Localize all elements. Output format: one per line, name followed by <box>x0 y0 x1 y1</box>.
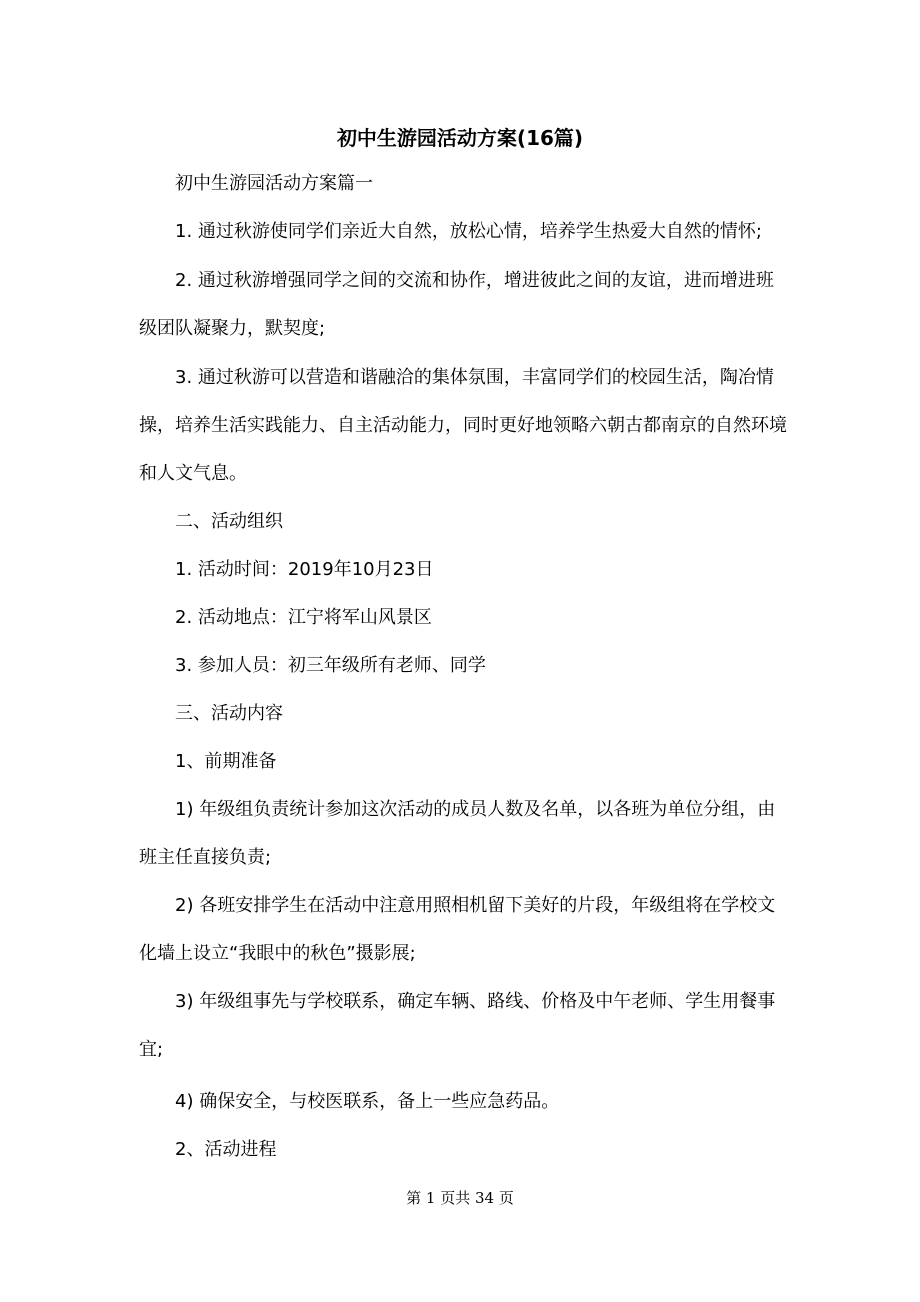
paragraph-prep-2: 2) 各班安排学生在活动中注意用照相机留下美好的片段，年级组将在学校文化墙上设立“我眼中的秋色”摄影展; <box>139 895 776 964</box>
paragraph-activity-time: 1. 活动时间：2019年10月23日 <box>175 559 434 580</box>
heading-activity-progress: 2、活动进程 <box>175 1139 277 1160</box>
paragraph-participants: 3. 参加人员：初三年级所有老师、同学 <box>175 655 486 676</box>
heading-activity-content: 三、活动内容 <box>175 703 283 724</box>
paragraph-prep-1: 1) 年级组负责统计参加这次活动的成员人数及名单，以各班为单位分组，由班主任直接负责; <box>139 799 776 868</box>
paragraph-goal-2: 2. 通过秋游增强同学之间的交流和协作，增进彼此之间的友谊，进而增进班级团队凝聚力，默契度; <box>139 270 774 339</box>
paragraph-goal-3: 3. 通过秋游可以营造和谐融洽的集体氛围，丰富同学们的校园生活，陶冶情操，培养生活实践能力、自主活动能力，同时更好地领略六朝古都南京的自然环境和人文气息。 <box>139 367 787 484</box>
paragraph-prep-3: 3) 年级组事先与学校联系，确定车辆、路线、价格及中午老师、学生用餐事宜; <box>139 991 776 1060</box>
paragraph-section-heading: 初中生游园活动方案篇一 <box>175 173 373 194</box>
document-title: 初中生游园活动方案(16篇) <box>336 126 584 150</box>
heading-activity-organization: 二、活动组织 <box>175 511 283 532</box>
paragraph-goal-1: 1. 通过秋游使同学们亲近大自然，放松心情，培养学生热爱大自然的情怀; <box>175 221 762 242</box>
paragraph-prep-4: 4) 确保安全，与校医联系，备上一些应急药品。 <box>175 1091 560 1112</box>
heading-preparation: 1、前期准备 <box>175 751 277 772</box>
paragraph-activity-location: 2. 活动地点：江宁将军山风景区 <box>175 607 432 628</box>
page-footer: 第 1 页共 34 页 <box>406 1189 514 1207</box>
